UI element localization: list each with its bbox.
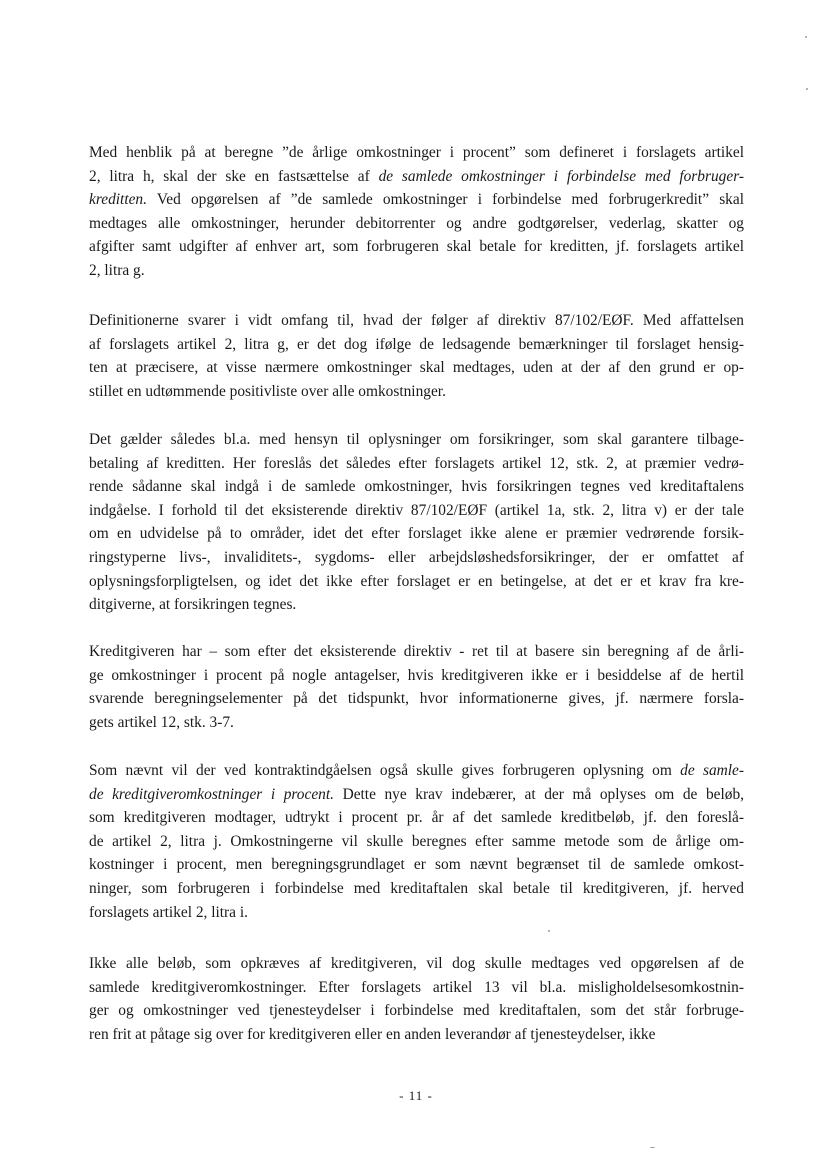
- text-run: svarende beregningselementer på det tidspunkt, hvor informationerne gives, jf. nærmere forsla-: [89, 690, 744, 708]
- text-line: [89, 1023, 744, 1047]
- italic-text-run: kreditten.: [89, 191, 147, 209]
- text-run: ger og omkostninger ved tjenesteydelser i forbindelse med kreditaftalen, som det står forbruge-: [89, 1002, 744, 1020]
- scan-speck: [805, 36, 807, 38]
- text-run: stillet en udtømmende positivliste over alle omkostninger.: [89, 382, 446, 400]
- text-run: ditgiverne, at forsikringen tegnes.: [89, 596, 297, 614]
- paragraph-2: [89, 309, 744, 403]
- text-line: [89, 952, 744, 976]
- text-line: [89, 522, 744, 546]
- scan-speck: [806, 88, 808, 90]
- paragraph-6: [89, 952, 744, 1046]
- text-line: [89, 593, 744, 617]
- text-line: [89, 165, 744, 189]
- text-line: [89, 380, 744, 404]
- text-run: ringstyperne livs-, invaliditets-, sygdoms- eller arbejdsløshedsforsikringer, der er omfattet af: [89, 548, 744, 566]
- text-line: [89, 830, 744, 854]
- paragraph-3: [89, 428, 744, 617]
- text-run: betaling af kreditten. Her foreslås det således efter forslagets artikel 12, stk. 2, at præmier vedrø-: [89, 454, 744, 472]
- text-line: [89, 428, 744, 452]
- italic-text-run: de kreditgiveromkostninger i procent.: [89, 785, 334, 803]
- text-run: Dette nye krav indebærer, at der må oplyses om de beløb,: [334, 785, 744, 803]
- text-line: [89, 711, 744, 735]
- text-line: [89, 333, 744, 357]
- paragraph-4: [89, 640, 744, 734]
- text-line: [89, 309, 744, 333]
- text-line: [89, 141, 744, 165]
- paragraph-5: [89, 759, 744, 924]
- text-run: 2, litra h, skal der ske en fastsættelse af: [89, 167, 379, 185]
- text-run: kostninger i procent, men beregningsgrundlaget er som nævnt begrænset til de samlede omkost-: [89, 856, 744, 874]
- text-run: Definitionerne svarer i vidt omfang til, hvad der følger af direktiv 87/102/EØF. Med affattelsen: [89, 312, 744, 329]
- text-run: indgåelse. I forhold til det eksisterende direktiv 87/102/EØF (artikel 1a, stk. 2, litra v) er der tale: [89, 501, 744, 519]
- text-line: [89, 687, 744, 711]
- italic-text-run: de samle-: [680, 762, 745, 779]
- text-run: Ikke alle beløb, som opkræves af kreditgiveren, vil dog skulle medtages ved opgørelsen af de: [89, 955, 744, 972]
- text-line: [89, 664, 744, 688]
- text-line: [89, 212, 744, 236]
- text-run: Kreditgiveren har – som efter det eksisterende direktiv - ret til at basere sin beregning af de årli-: [89, 643, 744, 660]
- text-line: [89, 877, 744, 901]
- text-run: 2, litra g.: [89, 261, 145, 279]
- paragraph-1: [89, 141, 744, 283]
- text-line: [89, 806, 744, 830]
- text-line: [89, 759, 744, 783]
- text-line: [89, 999, 744, 1023]
- text-line: [89, 570, 744, 594]
- text-line: [89, 475, 744, 499]
- page-number: - 11 -: [399, 1088, 433, 1103]
- text-line: [89, 259, 744, 283]
- text-line: [89, 188, 744, 212]
- text-line: [89, 356, 744, 380]
- text-run: Med henblik på at beregne ”de årlige omkostninger i procent” som defineret i forslagets artikel: [89, 144, 744, 161]
- text-run: de artikel 2, litra j. Omkostningerne vil skulle beregnes efter samme metode som de årlige om-: [89, 832, 744, 850]
- text-line: [89, 235, 744, 259]
- text-run: samlede kreditgiveromkostninger. Efter forslagets artikel 13 vil bl.a. misligholdelsesomkostnin-: [89, 978, 744, 996]
- text-run: ren frit at påtage sig over for kreditgiveren eller en anden leverandør af tjenesteydelser, ikke: [89, 1025, 656, 1043]
- text-run: ge omkostninger i procent på nogle antagelser, hvis kreditgiveren ikke er i besiddelse af de hertil: [89, 666, 744, 684]
- text-line: [89, 499, 744, 523]
- text-line: [89, 853, 744, 877]
- text-run: oplysningsforpligtelsen, og idet det ikke efter forslaget er en betingelse, at det er et krav fra kre-: [89, 572, 744, 590]
- text-run: som kreditgiveren modtager, udtrykt i procent pr. år af det samlede kreditbeløb, jf. den foreslå-: [89, 809, 744, 827]
- text-run: afgifter samt udgifter af enhver art, som forbrugeren skal betale for kreditten, jf. forslagets artikel: [89, 238, 744, 256]
- text-line: [89, 901, 744, 925]
- text-run: Som nævnt vil der ved kontraktindgåelsen også skulle gives forbrugeren oplysning om: [89, 762, 681, 779]
- text-run: ten at præcisere, at visse nærmere omkostninger skal medtages, uden at der af den grund er op-: [89, 359, 744, 377]
- text-run: gets artikel 12, stk. 3-7.: [89, 713, 234, 731]
- text-line: [89, 546, 744, 570]
- text-run: ninger, som forbrugeren i forbindelse med kreditaftalen skal betale til kreditgiveren, jf. herved: [89, 879, 744, 897]
- text-run: om en udvidelse på to områder, idet det efter forslaget ikke alene er præmier vedrørende forsik-: [89, 525, 744, 543]
- text-line: [89, 783, 744, 807]
- text-run: medtages alle omkostninger, herunder debitorrenter og andre godtgørelser, vederlag, skatter og: [89, 214, 744, 232]
- text-run: af forslagets artikel 2, litra g, er det dog ifølge de ledsagende bemærkninger til forslaget hensig-: [89, 335, 744, 353]
- scan-speck: [650, 1147, 655, 1148]
- text-run: rende sådanne skal indgå i de samlede omkostninger, hvis forsikringen tegnes ved kreditaftalens: [89, 478, 744, 496]
- italic-text-run: de samlede omkostninger i forbindelse med forbruger-: [378, 167, 745, 185]
- text-line: [89, 640, 744, 664]
- scan-speck: [548, 930, 550, 932]
- text-run: forslagets artikel 2, litra i.: [89, 903, 248, 921]
- text-run: Det gælder således bl.a. med hensyn til oplysninger om forsikringer, som skal garantere tilbage-: [89, 431, 744, 448]
- text-line: [89, 452, 744, 476]
- text-run: Ved opgørelsen af ”de samlede omkostninger i forbindelse med forbrugerkredit” skal: [146, 191, 744, 209]
- text-line: [89, 976, 744, 1000]
